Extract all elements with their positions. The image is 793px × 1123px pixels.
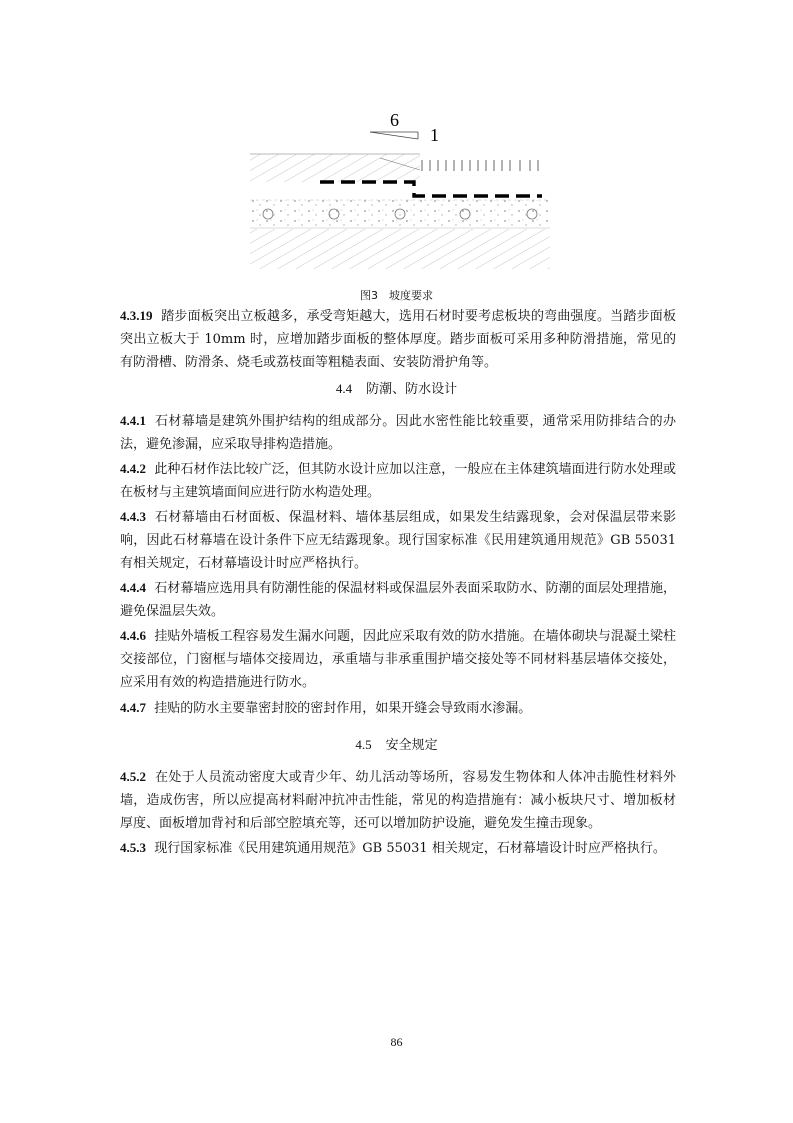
- paragraph-4-3-19: [120, 304, 676, 374]
- clause-number: 4.5.2: [120, 769, 146, 784]
- clause-text: 挂贴外墙板工程容易发生漏水问题，因此应采取有效的防水措施。在墙体砌块与混凝土梁柱交接部位，门窗框与墙体交接周边，承重墙与非承重围护墙交接处等不同材料基层墙体交接处，应采用有效的构造措施进行防水。: [120, 629, 676, 690]
- clause-number: 4.4.4: [120, 580, 146, 595]
- clause-number: 4.4.7: [120, 700, 146, 715]
- clause-text: 此种石材作法比较广泛，但其防水设计应加以注意，一般应在主体建筑墙面进行防水处理或在板材与主建筑墙面间应进行防水构造处理。: [120, 462, 676, 500]
- paragraph-4-4-3: [120, 505, 676, 575]
- slope-figure: [250, 108, 550, 278]
- paragraph-4-4-6: [120, 624, 676, 694]
- slope-run-label: 6: [390, 110, 399, 130]
- clause-number: 4.3.19: [120, 308, 153, 323]
- section-heading-4-4: [0, 378, 793, 397]
- paragraph-4-4-4: [120, 576, 676, 623]
- page-number: 86: [390, 1035, 403, 1049]
- section-number: 4.5: [355, 737, 372, 752]
- clause-text: 踏步面板突出立板越多，承受弯矩越大，选用石材时要考虑板块的弯曲强度。当踏步面板突出立板大于 10mm 时，应增加踏步面板的整体厚度。踏步面板可采用多种防滑措施，常见的有防滑槽、防滑条、烧毛或荔枝面等粗糙表面、安装防滑护角等。: [120, 309, 676, 370]
- section-number: 4.4: [335, 381, 353, 396]
- slope-rise-label: 1: [430, 125, 439, 145]
- paragraph-4-4-2: [120, 457, 676, 504]
- clause-text: 石材幕墙是建筑外围护结构的组成部分。因此水密性能比较重要，通常采用防排结合的办法，避免渗漏，应采取导排构造措施。: [120, 414, 676, 452]
- slope-diagram: [250, 108, 550, 278]
- section-title: 安全规定: [385, 738, 438, 753]
- section-heading-4-5: [0, 734, 793, 753]
- clause-number: 4.4.2: [120, 461, 146, 476]
- figure-caption: 图3 坡度要求: [360, 289, 433, 302]
- paragraph-4-4-1: [120, 409, 676, 456]
- clause-text: 挂贴的防水主要靠密封胶的密封作用，如果开缝会导致雨水渗漏。: [154, 701, 532, 716]
- clause-text: 现行国家标准《民用建筑通用规范》GB 55031 相关规定，石材幕墙设计时应严格执行。: [154, 841, 666, 856]
- clause-text: 在处于人员流动密度大或青少年、幼儿活动等场所，容易发生物体和人体冲击脆性材料外墙，造成伤害，所以应提高材料耐冲抗冲击性能，常见的构造措施有：减小板块尺寸、增加板材厚度、面板增加背衬和后部空腔填充等，还可以增加防护设施，避免发生撞击现象。: [120, 770, 676, 831]
- section-title: 防潮、防水设计: [366, 382, 458, 397]
- paragraph-4-5-2: [120, 765, 676, 835]
- paragraph-4-4-7: [120, 696, 676, 720]
- clause-number: 4.4.6: [120, 628, 146, 643]
- clause-text: 石材幕墙由石材面板、保温材料、墙体基层组成，如果发生结露现象，会对保温层带来影响，因此石材幕墙在设计条件下应无结露现象。现行国家标准《民用建筑通用规范》GB 55031 有相关规定，石材幕墙设计时应严格执行。: [120, 510, 676, 571]
- clause-text: 石材幕墙应选用具有防潮性能的保温材料或保温层外表面采取防水、防潮的面层处理措施，避免保温层失效。: [120, 581, 676, 619]
- paragraph-4-5-3: [120, 836, 676, 860]
- clause-number: 4.4.1: [120, 413, 146, 428]
- clause-number: 4.5.3: [120, 840, 146, 855]
- clause-number: 4.4.3: [120, 509, 146, 524]
